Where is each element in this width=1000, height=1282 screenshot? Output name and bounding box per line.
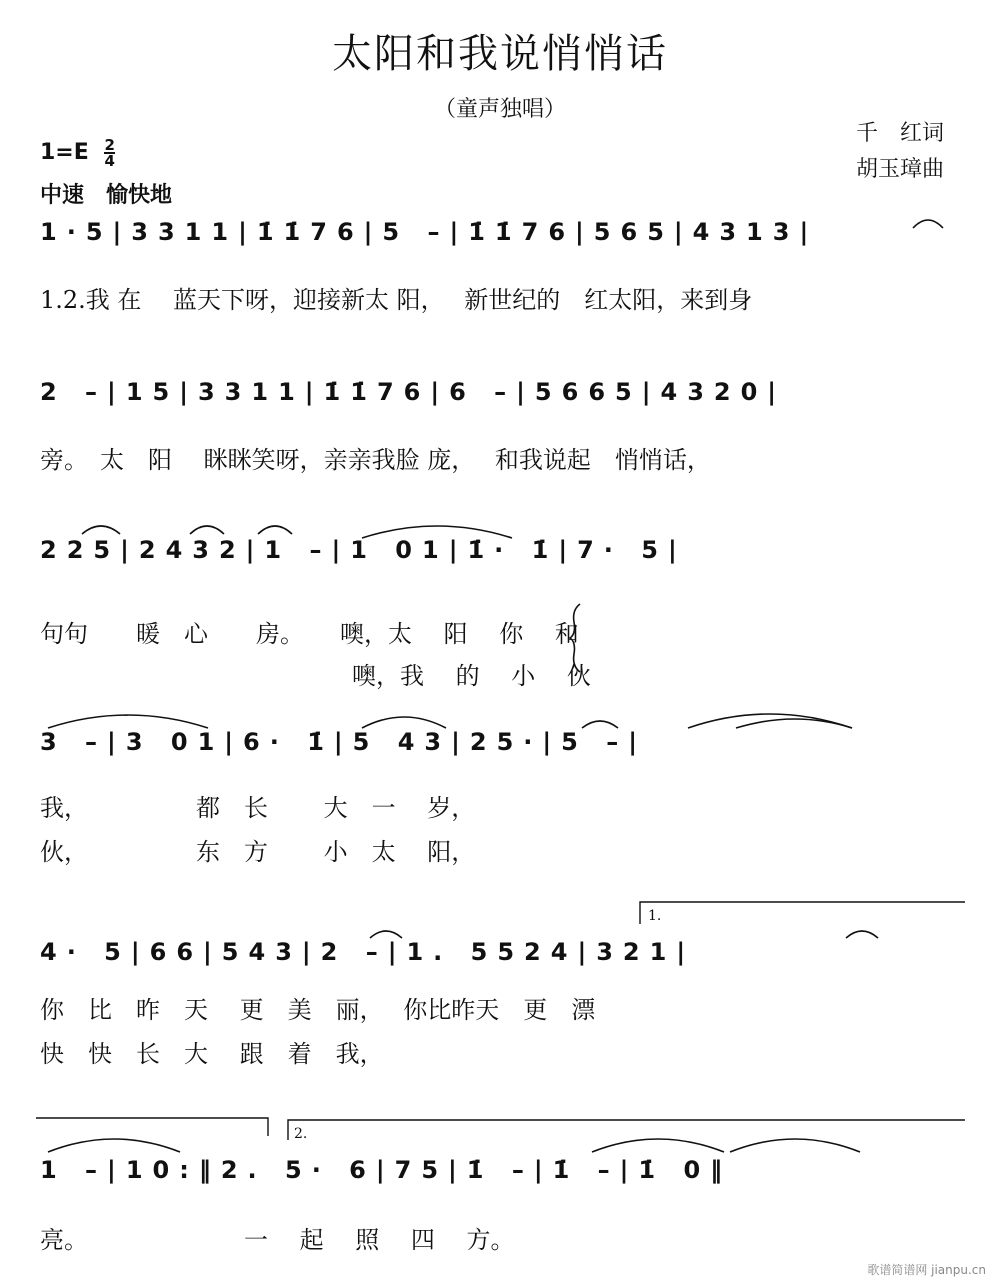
slur-row3-a	[82, 526, 120, 534]
lyric-line: 亮。 一 起 照 四 方。	[40, 1226, 515, 1254]
tie-row6-a	[48, 1139, 180, 1152]
lyric-line: 快 快 长 大 跟 着 我，	[40, 1040, 384, 1068]
tie-row6-c	[730, 1139, 860, 1152]
slur-row4-e	[736, 719, 852, 728]
song-title: 太阳和我说悄悄话	[332, 31, 668, 77]
lyric-line: 我， 都 长 大 一 岁，	[40, 794, 476, 822]
key-signature	[40, 138, 115, 168]
slur-row4-c	[582, 721, 618, 728]
lyric-line: 你 比 昨 天 更 美 丽， 你比昨天 更 漂	[40, 996, 596, 1024]
tempo-marking: 中速 愉快地	[40, 183, 173, 208]
notation-row: 225|2432|1 –|1 01|1̇· 1̇|7· 5|	[40, 536, 687, 564]
time-signature	[104, 138, 114, 168]
tie-row4-d	[688, 714, 852, 728]
tie-row4-a	[48, 715, 208, 728]
volta-1-bracket	[640, 902, 965, 924]
lyric-line: 旁。 太 阳 眯眯笑呀，亲亲我脸 庞， 和我说起 悄悄话，	[40, 446, 711, 474]
lyricist-credit: 千 红词	[856, 121, 945, 146]
key-prefix: 1=E	[40, 140, 89, 165]
notation-row: 1 –|10:‖2. 5· 6|75|1̇ –|1̇ –|1̇ 0‖	[40, 1156, 733, 1184]
notation-row: 4· 5|66|543|2 –|1. 5524|321|	[40, 938, 696, 966]
slur-row3-c	[258, 526, 292, 534]
lyric-line: 伙， 东 方 小 太 阳，	[40, 838, 476, 866]
lyric-line: 句句 暖 心 房。 噢，太 阳 你 和	[40, 620, 579, 648]
lyric-line: 1.2.我 在 蓝天下呀，迎接新太 阳， 新世纪的 红太阳，来到身	[40, 286, 753, 314]
volta-2-bracket	[288, 1120, 965, 1140]
notation-row: 1·5|3311|1̇1̇76|5 –|1̇1̇76|565|4313|	[40, 218, 819, 246]
time-signature-top: 2	[104, 136, 115, 154]
slur-row4-b	[362, 717, 446, 728]
notation-row: 2 –|15|3311|1̇1̇76|6 –|5665|4320|	[40, 378, 787, 406]
notation-row: 3 –|3 01|6· 1̇|5 43|25·|5 –|	[40, 728, 647, 756]
slur-row5-b	[846, 931, 878, 938]
watermark: 歌谱简谱网 jianpu.cn	[867, 1263, 986, 1277]
slur-row5-a	[370, 931, 402, 938]
time-signature-bottom: 4	[104, 152, 115, 170]
lyric-line: 噢，我 的 小 伙	[40, 662, 591, 690]
volta-2-label: 2.	[294, 1126, 308, 1142]
tie-row6-b	[592, 1139, 724, 1152]
composer-credit: 胡玉璋曲	[856, 157, 945, 182]
volta-1-continuation	[36, 1118, 268, 1136]
song-subtitle: （童声独唱）	[433, 97, 566, 122]
slur-row3-b	[190, 526, 224, 534]
volta-1-label: 1.	[648, 908, 662, 924]
